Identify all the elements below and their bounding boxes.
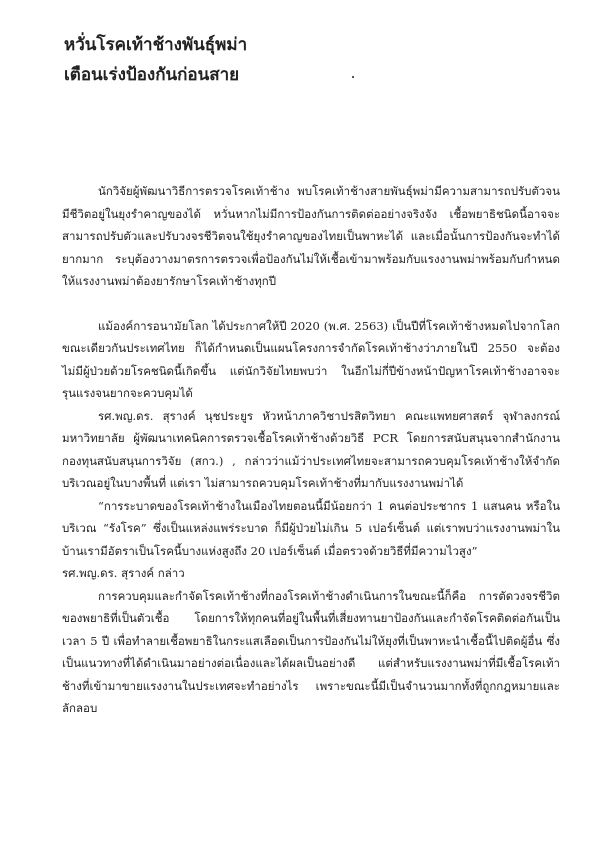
- headline-line-2: เตือนเร่งป้องกันก่อนสาย: [64, 65, 240, 85]
- headline-line-1: หวั่นโรคเท้าช้างพันธุ์พม่า: [64, 35, 248, 55]
- scan-speck: [352, 76, 354, 78]
- paragraph-control: การควบคุมและกำจัดโรคเท้าช้างที่กองโรคเท้าช้างดำเนินการในขณะนี้ก็คือ การตัดวงจรชีวิตของพยาธิที่เป็นตัวเชื้อ โดยการให้ทุกคนที่อยู่ในพื้นที่เสี่ยงทานยาป้องกันและกำจัดโรคติดต่อกันเป็นเวลา 5 ปี เพื่อทำลายเชื้อพยาธิในกระแสเลือดเป็นการป้องกันไม่ให้ยุงที่เป็นพาหะนำเชื้อนี้ไปติดผู้อื่น ซึ่งเป็นแนวทางที่ได้ดำเนินมาอย่างต่อเนื่องและได้ผลเป็นอย่างดี แต่สำหรับแรงงานพม่าที่มีเชื้อโรคเท้าช้างที่เข้ามาขายแรงงานในประเทศจะทำอย่างไร เพราะขณะนี้มีเป็นจำนวนมากทั้งที่ถูกกฎหมายและลักลอบ: [62, 588, 560, 715]
- quote-attribution: รศ.พญ.ดร. สุรางค์ กล่าว: [62, 566, 185, 580]
- paragraph-quote: “การระบาดของโรคเท้าช้างในเมืองไทยตอนนี้มีน้อยกว่า 1 คนต่อประชากร 1 แสนคน หรือในบริเวณ “รังโรค” ซึ่งเป็นแหล่งแพร่ระบาด ก็มีผู้ป่วยไม่เกิน 5 เปอร์เซ็นต์ แต่เราพบว่าแรงงานพม่าในบ้านเรามีอัตราเป็นโรคนี้บางแห่งสูงถึง 20 เปอร์เซ็นต์ เมื่อตรวจด้วยวิธีที่มีความไวสูง”: [62, 498, 560, 558]
- paragraph-intro: นักวิจัยผู้พัฒนาวิธีการตรวจโรคเท้าช้าง พบโรคเท้าช้างสายพันธุ์พม่ามีความสามารถปรับตัวจนมีชีวิตอยู่ในยุงรำคาญของได้ หวั่นหากไม่มีการป้องกันการติดต่ออย่างจริงจัง เชื้อพยาธิชนิดนี้อาจจะสามารถปรับตัวและปรับวงจรชีวิตจนใช้ยุงรำคาญของไทยเป็นพาหะได้ และเมื่อนั้นการป้องกันจะทำได้ยากมาก ระบุต้องวางมาตรการตรวจเพื่อป้องกันไม่ให้เชื้อเข้ามาพร้อมกับแรงงานพม่าพร้อมกับกำหนดให้แรงงานพม่าต้องยารักษาโรคเท้าช้างทุกปี: [62, 184, 560, 288]
- paragraph-who: แม้องค์การอนามัยโลก ได้ประกาศให้ปี 2020 (พ.ศ. 2563) เป็นปีที่โรคเท้าช้างหมดไปจากโลก ขณะเดียวกันประเทศไทย ก็ได้กำหนดเป็นแผนโครงการจำกัดโรคเท้าช้างว่าภายในปี 2550 จะต้องไม่มีผู้ป่วยด้วยโรคชนิดนี้เกิดขึ้น แต่นักวิจัยไทยพบว่า ในอีกไม่กี่ปีข้างหน้าปัญหาโรคเท้าช้างอาจจะรุนแรงจนยากจะควบคุมได้: [62, 318, 560, 400]
- paragraph-researcher: รศ.พญ.ดร. สุรางค์ นุชประยูร หัวหน้าภาควิชาปรสิตวิทยา คณะแพทยศาสตร์ จุฬาลงกรณ์มหาวิทยาลัย ผู้พัฒนาเทคนิคการตรวจเชื้อโรคเท้าช้างด้วยวิธี PCR โดยการสนับสนุนจากสำนักงานกองทุนสนับสนุนการวิจัย (สกว.) , กล่าวว่าแม้ว่าประเทศไทยจะสามารถควบคุมโรคเท้าช้างให้จำกัดบริเวณอยู่ในบางพื้นที่ แต่เรา ไม่สามารถควบคุมโรคเท้าช้างที่มากับแรงงานพม่าได้: [62, 408, 560, 490]
- article-body: [62, 180, 560, 720]
